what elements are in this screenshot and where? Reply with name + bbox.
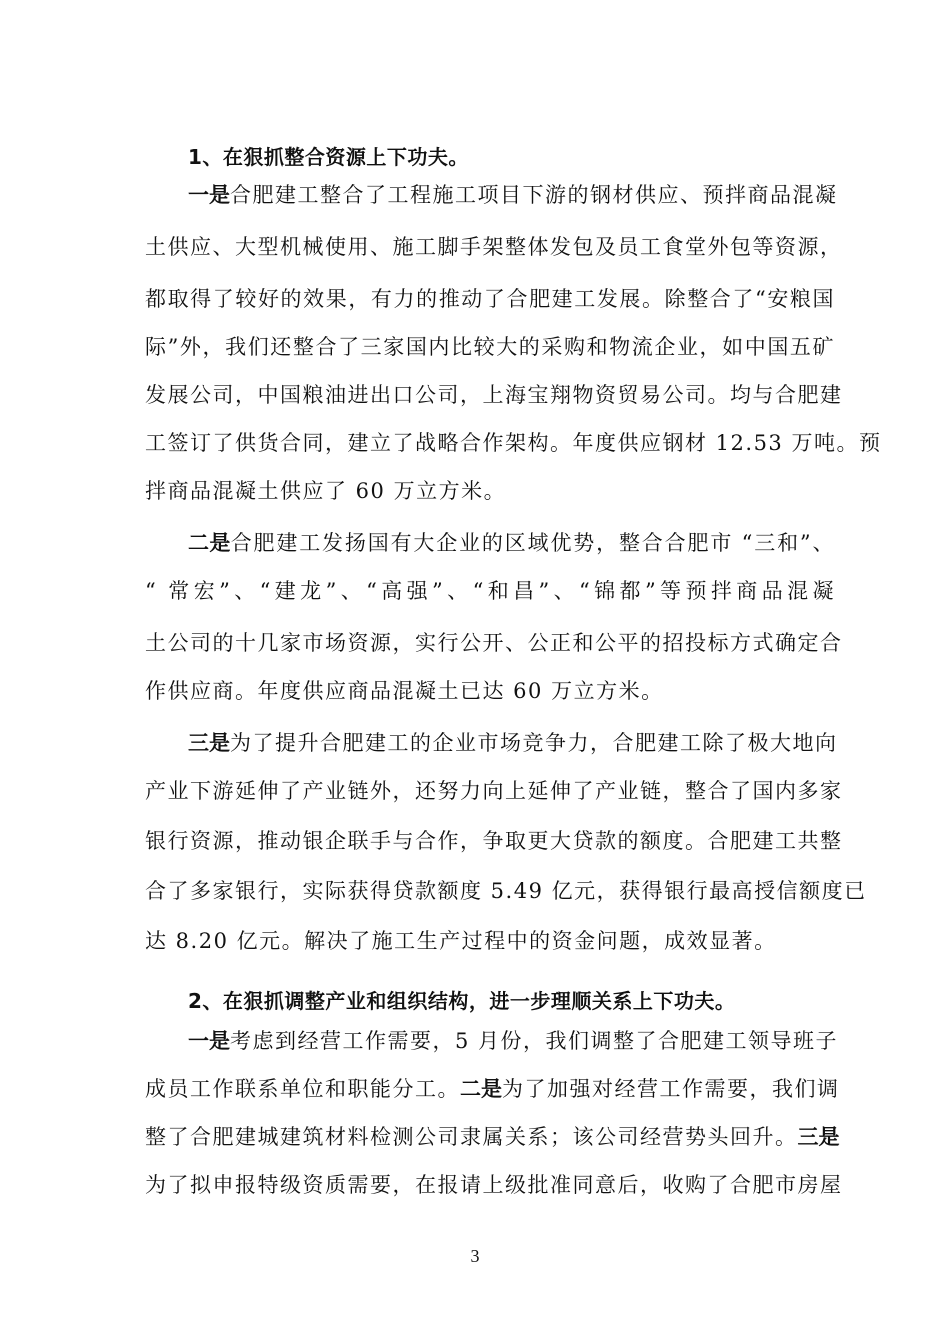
section-1-para-1-line-1 bbox=[188, 180, 838, 210]
section-2-para-1-line-4: 为了拟申报特级资质需要，在报请上级批准同意后，收购了合肥市房屋 bbox=[145, 1173, 843, 1197]
text-span: 合肥建工整合了工程施工项目下游的钢材供应、预拌商品混凝 bbox=[230, 183, 838, 207]
para-lead-ershi: 二是 bbox=[460, 1077, 502, 1101]
section-1-para-1-line-6: 工签订了供货合同，建立了战略合作架构。年度供应钢材 12.53 万吨。预 bbox=[145, 431, 882, 455]
section-1-para-1-line-5: 发展公司，中国粮油进出口公司，上海宝翔物资贸易公司。均与合肥建 bbox=[145, 383, 843, 407]
section-1-para-3-line-3: 银行资源，推动银企联手与合作，争取更大贷款的额度。合肥建工共整 bbox=[145, 829, 843, 853]
text-span: 合肥建工发扬国有大企业的区域优势，整合合肥市 “三和”、 bbox=[230, 531, 835, 555]
section-1-para-2-line-4: 作供应商。年度供应商品混凝土已达 60 万立方米。 bbox=[145, 679, 664, 703]
section-1-para-3-line-4: 合了多家银行，实际获得贷款额度 5.49 亿元，获得银行最高授信额度已 bbox=[145, 879, 867, 903]
text-span: 为了加强对经营工作需要，我们调 bbox=[502, 1077, 840, 1101]
section-1-para-1-line-3: 都取得了较好的效果，有力的推动了合肥建工发展。除整合了“安粮国 bbox=[145, 287, 835, 311]
section-1-para-2-line-3: 土公司的十几家市场资源，实行公开、公正和公平的招投标方式确定合 bbox=[145, 631, 843, 655]
para-lead-sanshi: 三是 bbox=[188, 731, 230, 755]
section-2-para-1-line-3 bbox=[145, 1122, 840, 1152]
section-1-para-1-line-2: 土供应、大型机械使用、施工脚手架整体发包及员工食堂外包等资源， bbox=[145, 235, 843, 259]
section-1-para-3-line-2: 产业下游延伸了产业链外，还努力向上延伸了产业链，整合了国内多家 bbox=[145, 779, 843, 803]
section-1-para-1-line-4: 际”外，我们还整合了三家国内比较大的采购和物流企业，如中国五矿 bbox=[145, 335, 835, 359]
section-1-para-3-line-5: 达 8.20 亿元。解决了施工生产过程中的资金问题，成效显著。 bbox=[145, 929, 777, 953]
section-2-para-1-line-2 bbox=[145, 1074, 840, 1104]
section-2-para-1-line-1 bbox=[188, 1026, 839, 1056]
page-number: 3 bbox=[470, 1246, 480, 1266]
text-span: 成员工作联系单位和职能分工。 bbox=[145, 1077, 460, 1101]
text-span: 考虑到经营工作需要，5 月份，我们调整了合肥建工领导班子 bbox=[230, 1029, 839, 1053]
section-1-para-2-line-1 bbox=[188, 528, 835, 558]
text-span: 整了合肥建城建筑材料检测公司隶属关系；该公司经营势头回升。 bbox=[145, 1125, 798, 1149]
para-lead-yishi: 一是 bbox=[188, 1029, 230, 1053]
section-2-heading: 2、在狠抓调整产业和组织结构，进一步理顺关系上下功夫。 bbox=[188, 989, 736, 1013]
section-1-para-3-line-1 bbox=[188, 728, 838, 758]
section-1-heading: 1、在狠抓整合资源上下功夫。 bbox=[188, 145, 469, 169]
text-span: 为了提升合肥建工的企业市场竞争力，合肥建工除了极大地向 bbox=[230, 731, 838, 755]
section-1-para-1-line-7: 拌商品混凝土供应了 60 万立方米。 bbox=[145, 479, 507, 503]
section-1-para-2-line-2: “ 常宏”、“建龙”、“高强”、“和昌”、“锦都”等预拌商品混凝 bbox=[145, 579, 835, 603]
para-lead-yishi: 一是 bbox=[188, 183, 230, 207]
para-lead-ershi: 二是 bbox=[188, 531, 231, 555]
para-lead-sanshi: 三是 bbox=[797, 1125, 840, 1149]
